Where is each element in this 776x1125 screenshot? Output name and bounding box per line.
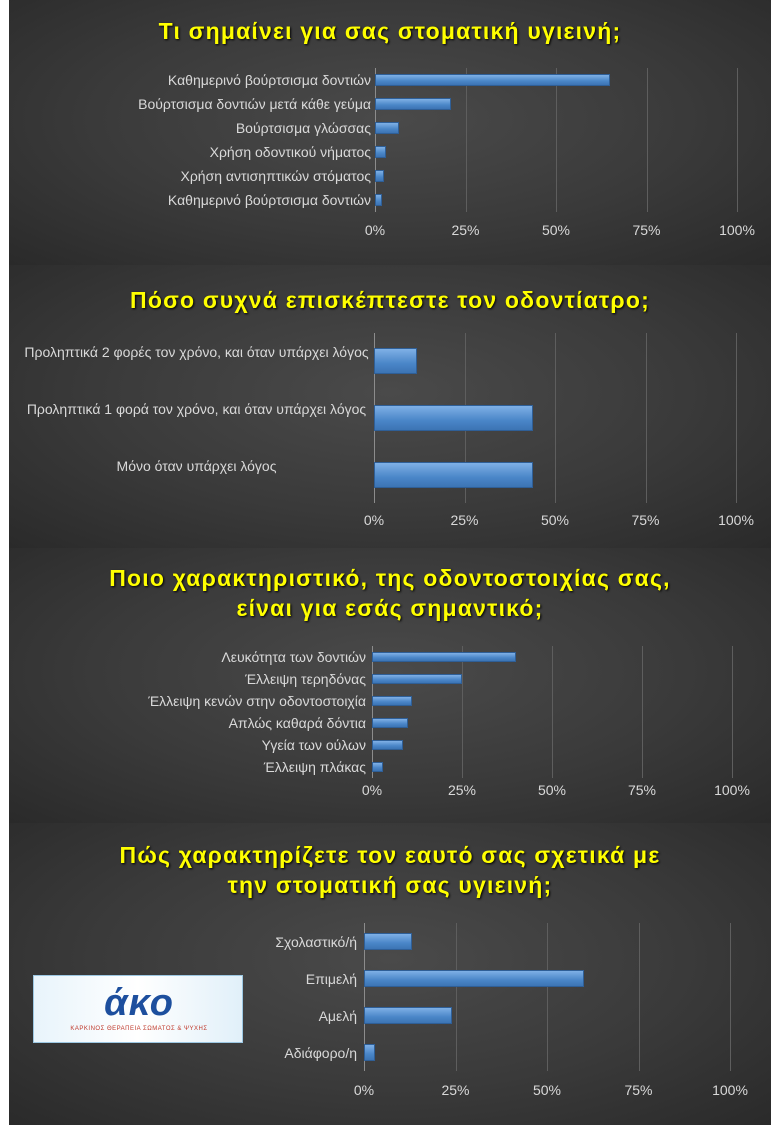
gridline — [737, 68, 738, 212]
category-label: Σχολαστικό/ή — [275, 933, 357, 950]
x-tick-label: 50% — [540, 512, 570, 528]
x-tick-label: 100% — [712, 1082, 748, 1098]
y-axis-line — [375, 68, 376, 212]
gridline — [555, 333, 556, 503]
gridline — [462, 646, 463, 778]
chart-panel-3 — [9, 548, 771, 823]
x-tick-label: 25% — [450, 512, 479, 528]
category-label: Απλώς καθαρά δόντια — [228, 715, 366, 731]
x-tick-label: 50% — [541, 222, 571, 238]
x-tick-label: 75% — [627, 782, 657, 798]
x-tick-label: 100% — [714, 782, 750, 798]
x-tick-label: 0% — [363, 512, 385, 528]
bar — [375, 74, 610, 86]
x-tick-label: 25% — [451, 222, 480, 238]
bar — [372, 762, 383, 772]
category-label: Καθημερινό βούρτσισμα δοντιών — [167, 192, 371, 208]
category-label: Έλλειψη κενών στην οδοντοστοιχία — [148, 693, 366, 709]
akoe-logo — [33, 975, 243, 1043]
bar — [372, 652, 516, 662]
category-label: Προληπτικά 1 φορά τον χρόνο, και όταν υπάρχει λόγος — [26, 401, 367, 417]
x-tick-label: 25% — [441, 1082, 470, 1098]
chart-title-line: είναι για εσάς σημαντικό; — [236, 595, 544, 621]
bar — [372, 718, 408, 728]
x-tick-label: 75% — [631, 512, 660, 528]
bar — [374, 405, 533, 431]
bar — [375, 98, 451, 110]
bar — [375, 170, 384, 182]
x-tick-label: 100% — [719, 222, 755, 238]
gridline — [642, 646, 643, 778]
gridline — [466, 68, 467, 212]
gridline — [456, 923, 457, 1071]
logo-subtitle: ΚΑΡΚΙΝΟΣ ΘΕΡΑΠΕΙΑ ΣΩΜΑΤΟΣ & ΨΥΧΗΣ — [70, 1026, 208, 1032]
bar — [364, 970, 584, 987]
bar — [375, 146, 386, 158]
category-label: Καθημερινό βούρτσισμα δοντιών — [167, 72, 371, 88]
gridline — [732, 646, 733, 778]
category-label: Προληπτικά 2 φορές τον χρόνο, και όταν υπάρχει λόγος — [24, 344, 369, 361]
category-label: Χρήση αντισηπτικών στόματος — [180, 168, 371, 184]
gridline — [552, 646, 553, 778]
gridline — [639, 923, 640, 1071]
category-label: Αδιάφορο/η — [284, 1044, 357, 1061]
category-label: Υγεία των ούλων — [261, 737, 366, 753]
bar — [364, 1007, 452, 1024]
bar — [364, 1044, 375, 1061]
chart-title-line: Τι σημαίνει για σας στοματική υγιεινή; — [158, 18, 622, 44]
bar — [374, 348, 417, 374]
category-label: Αμελή — [318, 1007, 357, 1024]
bar — [374, 462, 533, 488]
bar — [372, 740, 403, 750]
x-tick-label: 0% — [361, 782, 383, 798]
x-tick-label: 25% — [447, 782, 477, 798]
chart-panel-1 — [9, 0, 771, 265]
category-label: Βούρτσισμα γλώσσας — [235, 120, 371, 136]
chart-title-line: Ποιο χαρακτηριστικό, της οδοντοστοιχίας σας, — [109, 565, 671, 591]
x-tick-label: 50% — [532, 1082, 562, 1098]
y-axis-line — [372, 646, 373, 778]
chart-title-line: Πόσο συχνά επισκέπτεστε τον οδοντίατρο; — [130, 287, 650, 313]
x-tick-label: 75% — [624, 1082, 653, 1098]
x-tick-label: 100% — [718, 512, 754, 528]
category-label: Λευκότητα των δοντιών — [221, 649, 366, 665]
category-label: Έλλειψη πλάκας — [263, 759, 366, 775]
category-label: Μόνο όταν υπάρχει λόγος — [116, 457, 277, 474]
gridline — [547, 923, 548, 1071]
category-label: Χρήση οδοντικού νήματος — [209, 144, 371, 160]
x-tick-label: 0% — [364, 222, 386, 238]
x-tick-label: 0% — [353, 1082, 375, 1098]
category-label: Επιμελή — [305, 970, 357, 987]
bar — [375, 194, 382, 206]
gridline — [730, 923, 731, 1071]
logo-wordmark: άκο — [104, 982, 174, 1024]
bar — [372, 696, 412, 706]
gridline — [736, 333, 737, 503]
bar — [375, 122, 399, 134]
chart-title-line: την στοματική σας υγιεινή; — [227, 872, 553, 898]
category-label: Έλλειψη τερηδόνας — [245, 671, 366, 687]
chart-panel-2 — [9, 265, 771, 548]
gridline — [646, 333, 647, 503]
chart-title-line: Πώς χαρακτηρίζετε τον εαυτό σας σχετικά με — [119, 842, 661, 868]
category-label: Βούρτσισμα δοντιών μετά κάθε γεύμα — [138, 96, 371, 112]
gridline — [647, 68, 648, 212]
gridline — [556, 68, 557, 212]
x-tick-label: 75% — [632, 222, 661, 238]
chart-panel-4 — [9, 823, 771, 1125]
bar — [372, 674, 462, 684]
x-tick-label: 50% — [537, 782, 567, 798]
bar — [364, 933, 412, 950]
